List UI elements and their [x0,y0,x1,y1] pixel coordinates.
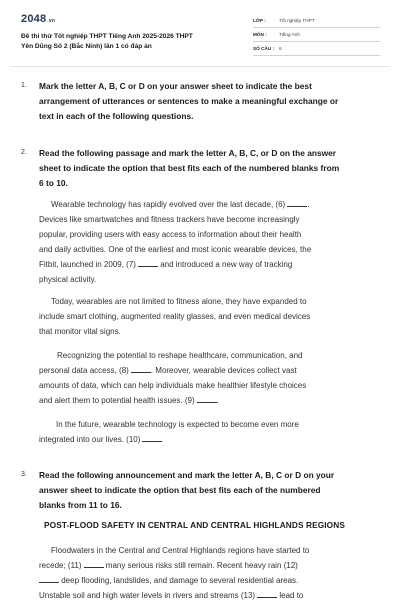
question-3-instructions: Read the following announcement and mark the letter A, B, C or D on your answer sheet to indicate the option that best fits each of the numbered blanks from 11 to 16. [39,470,335,510]
header-divider [10,66,390,67]
passage-paragraph-3: Recognizing the potential to reshape healthcare, communication, and personal data access, (8) . Moreover, wearable devices collect vast amounts of data, which can help individuals make healthier lifestyle choices and alert them to potential health issues. (9) . [39,351,307,405]
meta-divider [253,27,380,28]
blank-6 [287,199,307,207]
meta-class: LỚP : Tốt nghiệp THPT [253,18,315,23]
question-1-instructions: Mark the letter A, B, C or D on your answer sheet to indicate the best arrangement of utterances or sentences to make a meaningful exchange or text in each of the following questions. [39,81,339,121]
site-logo[interactable]: 2048.vn [21,13,56,25]
passage-paragraph-4: In the future, wearable technology is expected to become even more integrated into our lives. (10) [39,420,299,444]
blank-8 [131,365,151,373]
exam-header [0,0,400,64]
blank-12 [39,575,59,583]
announcement-paragraph: Floodwaters in the Central and Central Highlands regions have started to recede; (11) many serious risks still remain. Recent heavy rain (12) deep flooding, landslides, and damage to several residential areas. Unstable soil and high water levels in rivers and streams (13) lead to [39,546,310,600]
blank-10 [142,434,162,442]
meta-divider [253,41,380,42]
blank-9 [197,395,217,403]
question-number: 3. [21,471,27,478]
exam-title-line2: Yên Dũng Số 2 (Bắc Ninh) lần 1 có đáp án [21,43,152,50]
blank-7 [138,259,158,267]
exam-title-line1: Đề thi thử Tốt nghiệp THPT Tiếng Anh 2025-2026 THPT [21,33,193,40]
meta-subject: MÔN : Tiếng Anh [253,32,300,37]
blank-13 [257,590,277,598]
meta-question-count: SỐ CÂU : 6 [253,46,282,51]
question-number: 2. [21,149,27,156]
passage-paragraph-2: Today, wearables are not limited to fitness alone, they have expanded to include smart clothing, augmented reality glasses, and even medical devices that monitor vital signs. [39,297,311,336]
question-number: 1. [21,82,27,89]
question-2-instructions: Read the following passage and mark the letter A, B, C, or D on the answer sheet to indicate the option that best fits each of the numbered blanks from 6 to 10. [39,148,340,188]
announcement-heading: POST-FLOOD SAFETY IN CENTRAL AND CENTRAL HIGHLANDS REGIONS [44,520,345,530]
meta-divider [253,55,380,56]
blank-11 [84,560,104,568]
passage-paragraph-1: Wearable technology has rapidly evolved over the last decade, (6) . Devices like smartwatches and fitness trackers have become increasingly popular, providing users with easy access to information about their health and daily activities. One of the earliest and most iconic wearable devices, the Fitbit, launched in 2009, (7) and introduced a new way of tracking physical activity. [39,200,312,284]
